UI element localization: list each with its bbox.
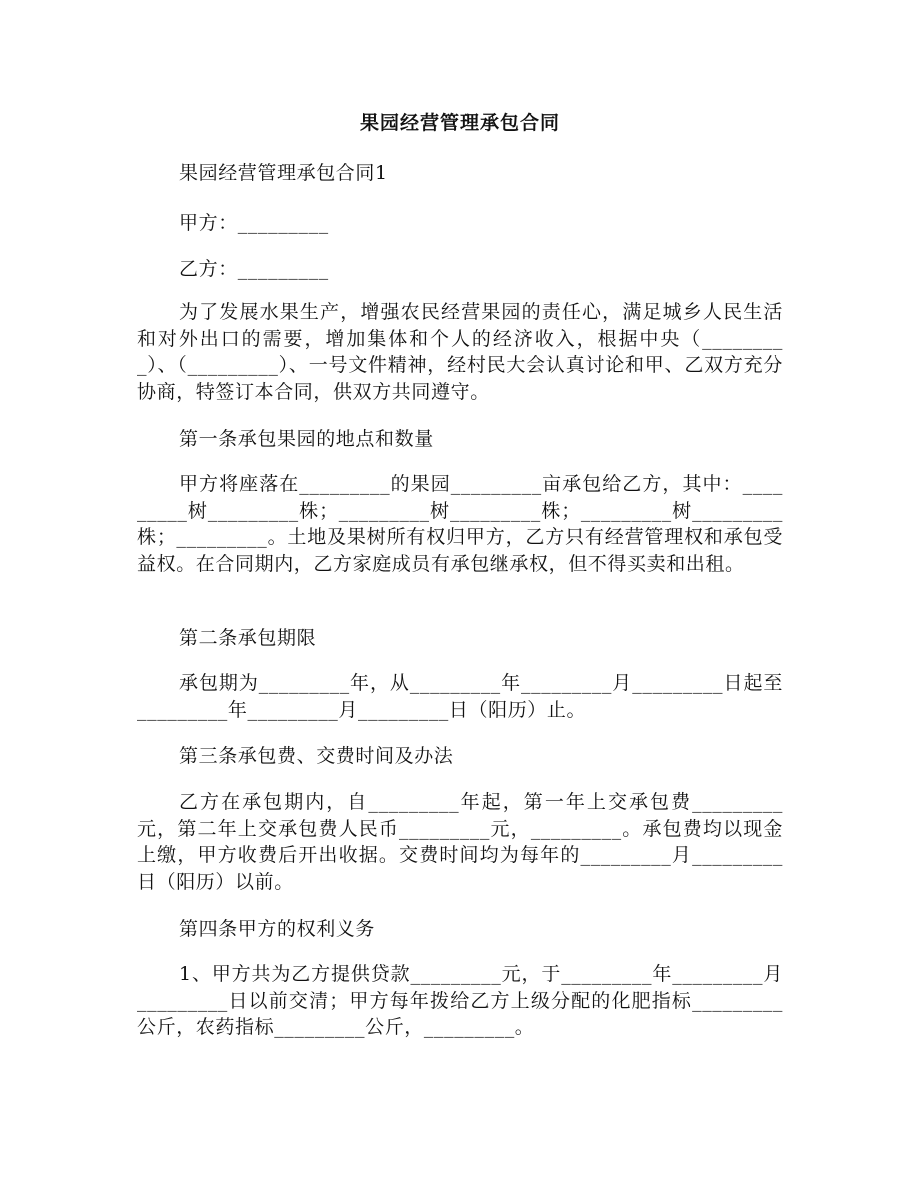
article-1-heading: 第一条承包果园的地点和数量 — [179, 428, 434, 450]
party-a-field: 甲方：_________ — [179, 212, 329, 234]
article-2-body: 承包期为_________年，从_________年_________月_________日起至_________年_________月_________日（阳历）止。 — [137, 672, 783, 721]
preamble-paragraph: 为了发展水果生产，增强农民经营果园的责任心，满足城乡人民生活和对外出口的需要，增加集体和个人的经济收入，根据中央（_________）、（_________）、一号文件精神，经村民大会认真讨论和甲、乙双方充分协商，特签订本合同，供双方共同遵守。 — [137, 301, 783, 403]
article-3-heading: 第三条承包费、交费时间及办法 — [179, 745, 454, 767]
article-4-heading: 第四条甲方的权利义务 — [179, 918, 376, 940]
party-b-field: 乙方：_________ — [179, 258, 329, 280]
article-2-heading: 第二条承包期限 — [179, 627, 317, 649]
subtitle: 果园经营管理承包合同1 — [179, 162, 388, 184]
document-title: 果园经营管理承包合同 — [359, 112, 560, 134]
article-3-body: 乙方在承包期内，自_________年起，第一年上交承包费_________元，第二年上交承包费人民币_________元，_________。承包费均以现金上缴，甲方收费后开出收据。交费时间均为每年的_________月_________日（阳历）以前。 — [137, 791, 783, 893]
article-4-item-1: 1、甲方共为乙方提供贷款_________元，于_________年_________月_________日以前交清；甲方每年拨给乙方上级分配的化肥指标_________公斤，农药指标_________公斤，_________。 — [137, 963, 783, 1038]
article-1-body: 甲方将座落在_________的果园_________亩承包给乙方，其中：_________树_________株；_________树_________株；_________树_________株；_________。土地及果树所有权归甲方，乙方只有经营管理权和承包受益权。在合同期内，乙方家庭成员有承包继承权，但不得买卖和出租。 — [137, 473, 783, 575]
